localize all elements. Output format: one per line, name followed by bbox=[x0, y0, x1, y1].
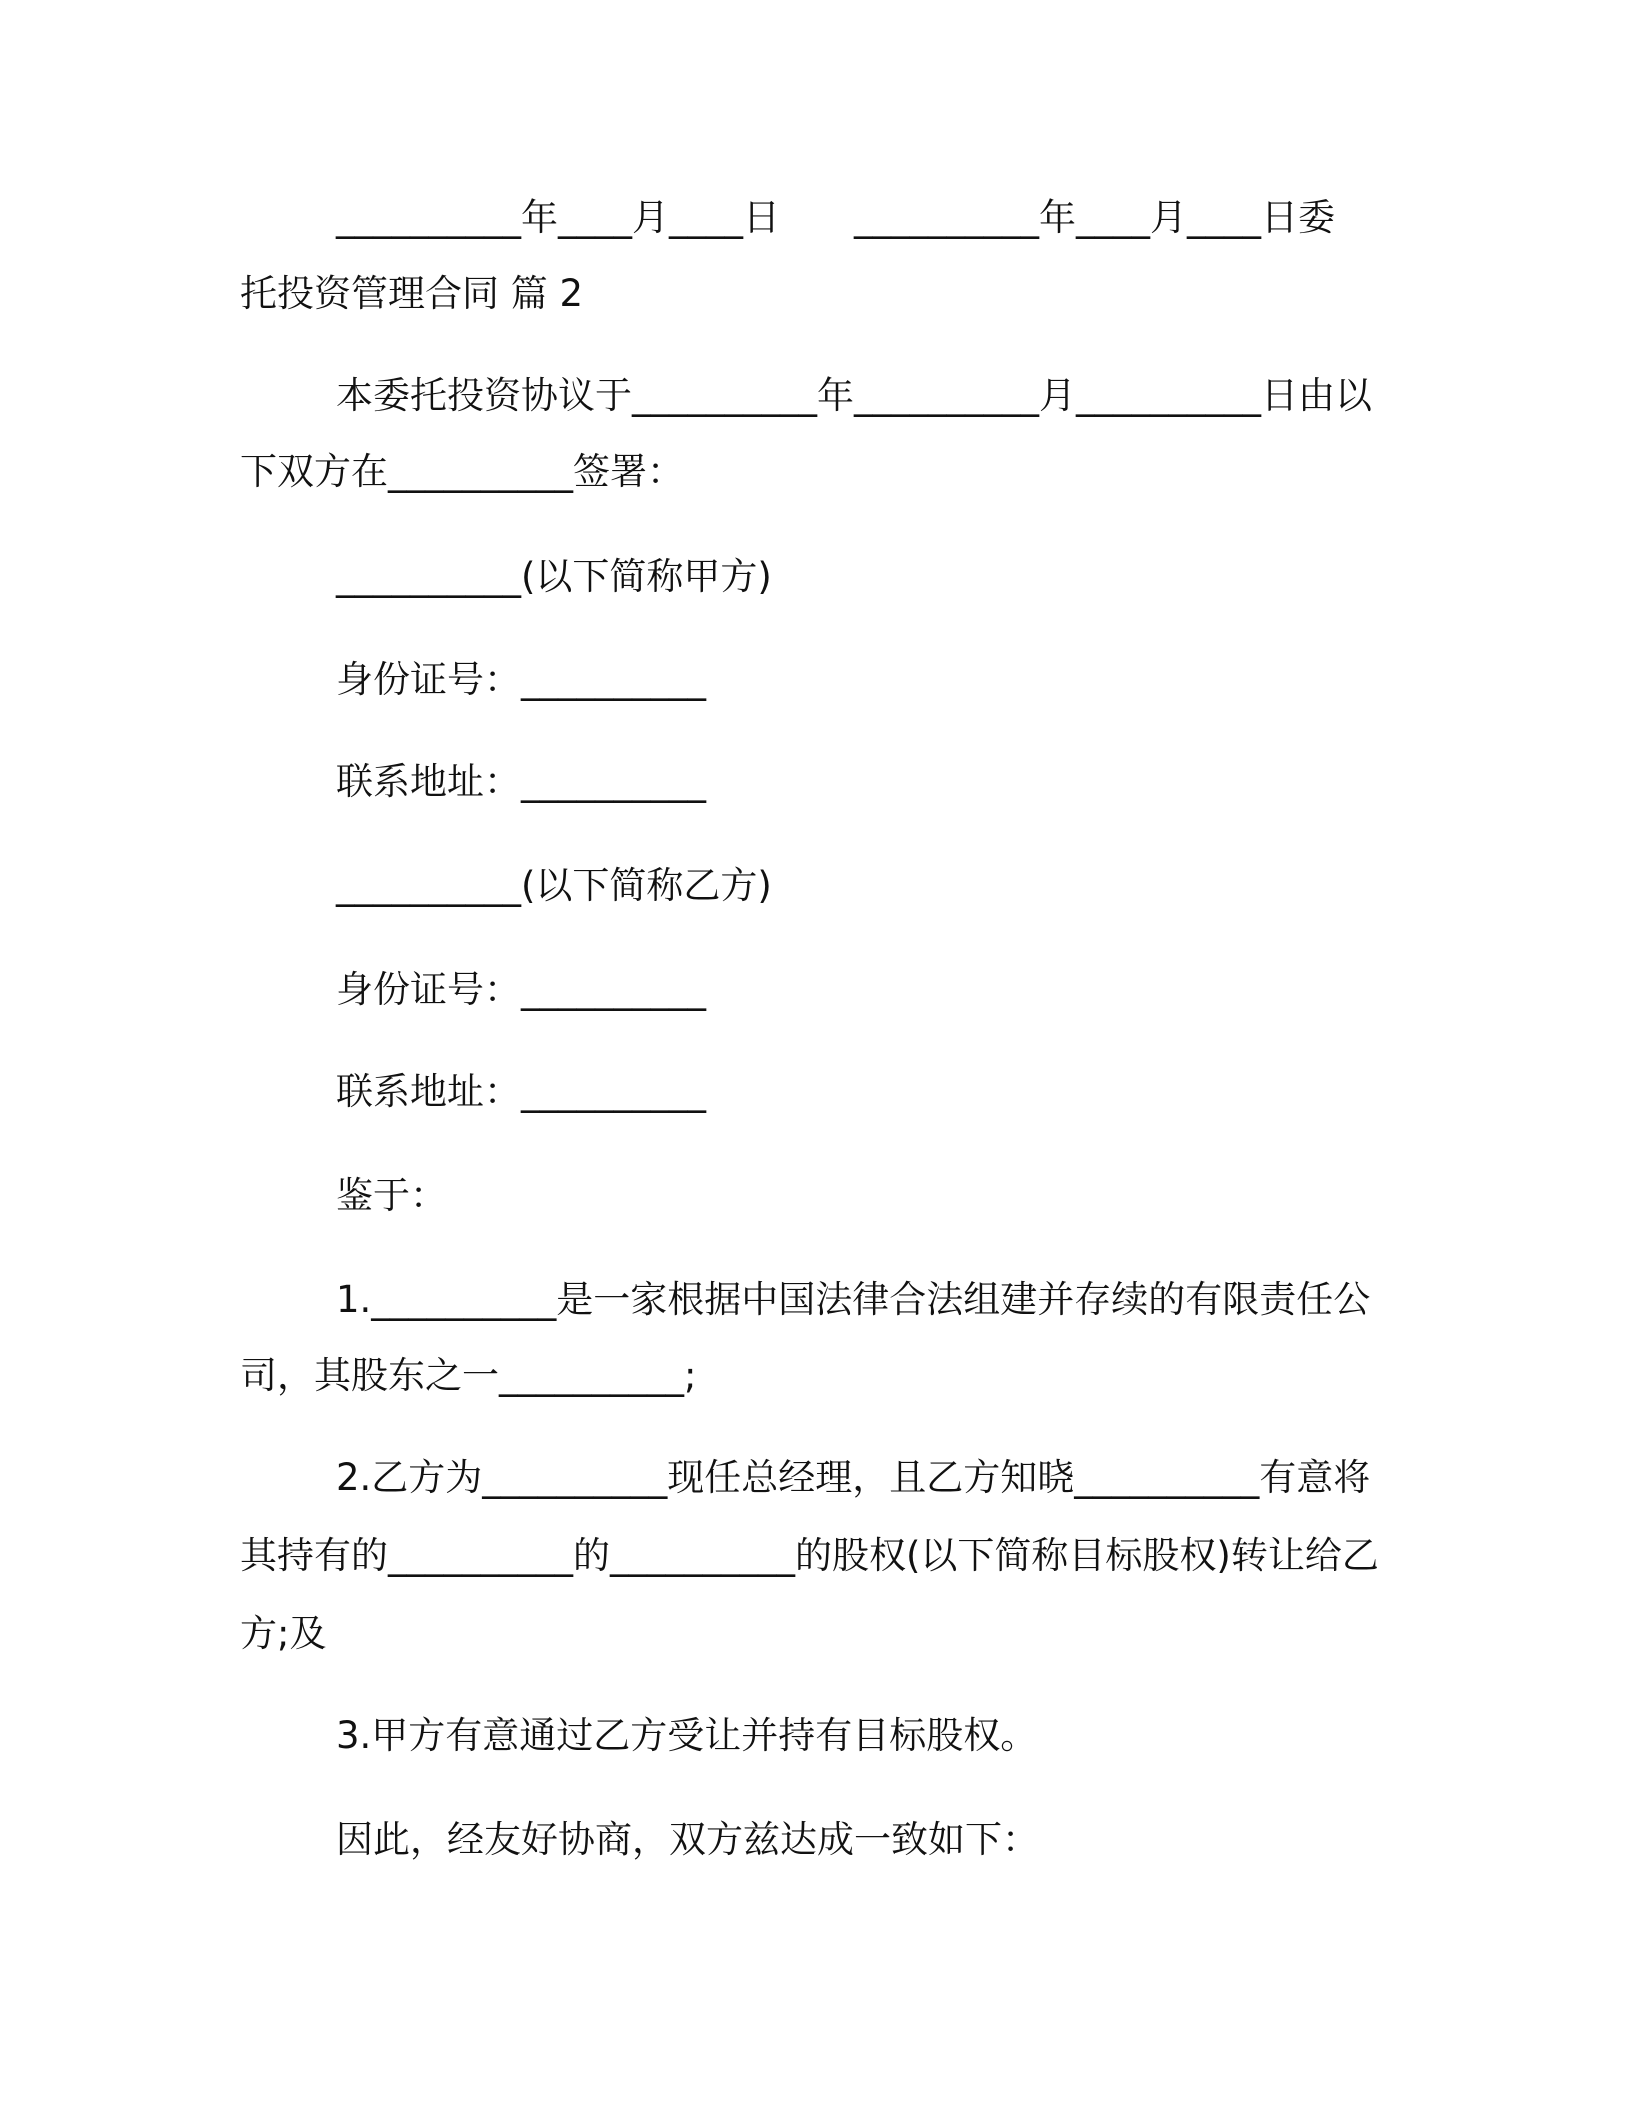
recital-3-line: 3.甲方有意通过乙方受让并持有目标股权。 bbox=[336, 1714, 1038, 1757]
paragraph-line: 本委托投资协议于__________年__________月__________日由以 bbox=[336, 374, 1372, 417]
party-a-id-line: 身份证号：__________ bbox=[336, 658, 706, 701]
recital-2-line: 其持有的__________的__________的股权(以下简称目标股权)转让给乙 bbox=[240, 1534, 1379, 1577]
recital-1-line: 1.__________是一家根据中国法律合法组建并存续的有限责任公 bbox=[336, 1278, 1371, 1321]
whereas-heading: 鉴于： bbox=[336, 1174, 447, 1217]
party-a-address-line: 联系地址：__________ bbox=[336, 760, 706, 803]
party-b-id-line: 身份证号：__________ bbox=[336, 968, 706, 1011]
paragraph-line: 下双方在__________签署： bbox=[240, 450, 684, 493]
recital-2-line: 方;及 bbox=[240, 1612, 327, 1655]
signature-date-line: __________年____月____日 __________年____月____日委 bbox=[336, 196, 1335, 239]
party-b-address-line: 联系地址：__________ bbox=[336, 1070, 706, 1113]
recital-2-line: 2.乙方为__________现任总经理，且乙方知晓__________有意将 bbox=[336, 1456, 1371, 1499]
agreement-intro-line: 因此，经友好协商，双方兹达成一致如下： bbox=[336, 1818, 1039, 1861]
party-b-line: __________(以下简称乙方) bbox=[336, 864, 772, 907]
section-heading: 托投资管理合同 篇 2 bbox=[240, 272, 584, 315]
party-a-line: __________(以下简称甲方) bbox=[336, 555, 772, 598]
recital-1-line: 司，其股东之一__________; bbox=[240, 1354, 697, 1397]
